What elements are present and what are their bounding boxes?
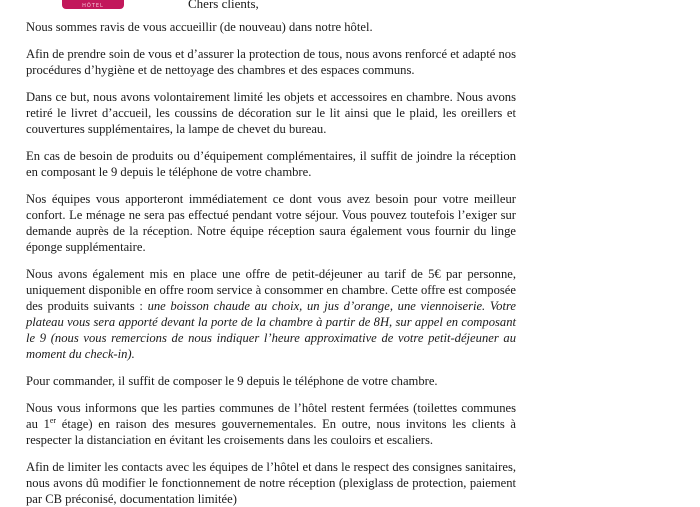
paragraph-extra-equipment: En cas de besoin de produits ou d’équipement complémentaires, il suffit de joindre la réception en composant le 9 depuis le téléphone de votre chambre.: [26, 149, 516, 179]
paragraph-common-areas: [26, 400, 516, 448]
breakfast-text: Nous avons également mis en place une offre de petit-déjeuner au tarif de 5€ par personne, uniquement disponible en offre room service à consommer en chambre. Cette offre est composée des produits suivants :: [26, 267, 516, 313]
paragraph-reception: Afin de limiter les contacts avec les équipes de l’hôtel et dans le respect des consignes sanitaires, nous avons dû modifier le fonctionnement de notre réception (plexiglass de protection, paiement par CB préconisé, documentation limitée): [26, 460, 516, 506]
paragraph-housekeeping: Nos équipes vous apporteront immédiatement ce dont vous avez besoin pour votre meilleur confort. Le ménage ne sera pas effectué pendant votre séjour. Vous pouvez toutefois l’exiger sur demande auprès de la réception. Notre équipe réception saura également vous fournir du linge éponge supplémentaire.: [26, 192, 516, 254]
letter-body: [26, 19, 516, 507]
common-areas-text-start: Nous vous informons que les parties communes de l’hôtel restent fermées (toilettes communes au 1: [26, 401, 516, 431]
hotel-logo: [62, 0, 124, 9]
paragraph-breakfast: [26, 266, 516, 362]
paragraph-welcome: Nous sommes ravis de vous accueillir (de nouveau) dans notre hôtel.: [26, 20, 373, 34]
paragraph-hygiene: Afin de prendre soin de vous et d’assurer la protection de tous, nous avons renforcé et adapté nos procédures d’hygiène et de nettoyage des chambres et des espaces communs.: [26, 47, 516, 77]
common-areas-text-end: étage) en raison des mesures gouvernementales. En outre, nous invitons les clients à respecter la distanciation en évitant les croisements dans les couloirs et escaliers.: [26, 417, 516, 447]
paragraph-room-items: Dans ce but, nous avons volontairement limité les objets et accessoires en chambre. Nous avons retiré le livret d’accueil, les coussins de décoration sur le lit ainsi que le plaid, les oreillers et couvertures supplémentaires, la lampe de chevet du bureau.: [26, 90, 516, 136]
hotel-logo-text: HÔTEL: [82, 3, 104, 9]
breakfast-details: une boisson chaude au choix, un jus d’orange, une viennoiserie. Votre plateau vous sera apporté devant la porte de la chambre à partir de 8H, sur appel en composant le 9 (nous vous remercions de nous indiquer l’heure approximative de votre petit-déjeuner au moment du check-in).: [26, 299, 516, 361]
paragraph-ordering: Pour commander, il suffit de composer le 9 depuis le téléphone de votre chambre.: [26, 374, 438, 388]
floor-ordinal-suffix: er: [49, 415, 57, 425]
salutation: Chers clients,: [188, 0, 259, 11]
